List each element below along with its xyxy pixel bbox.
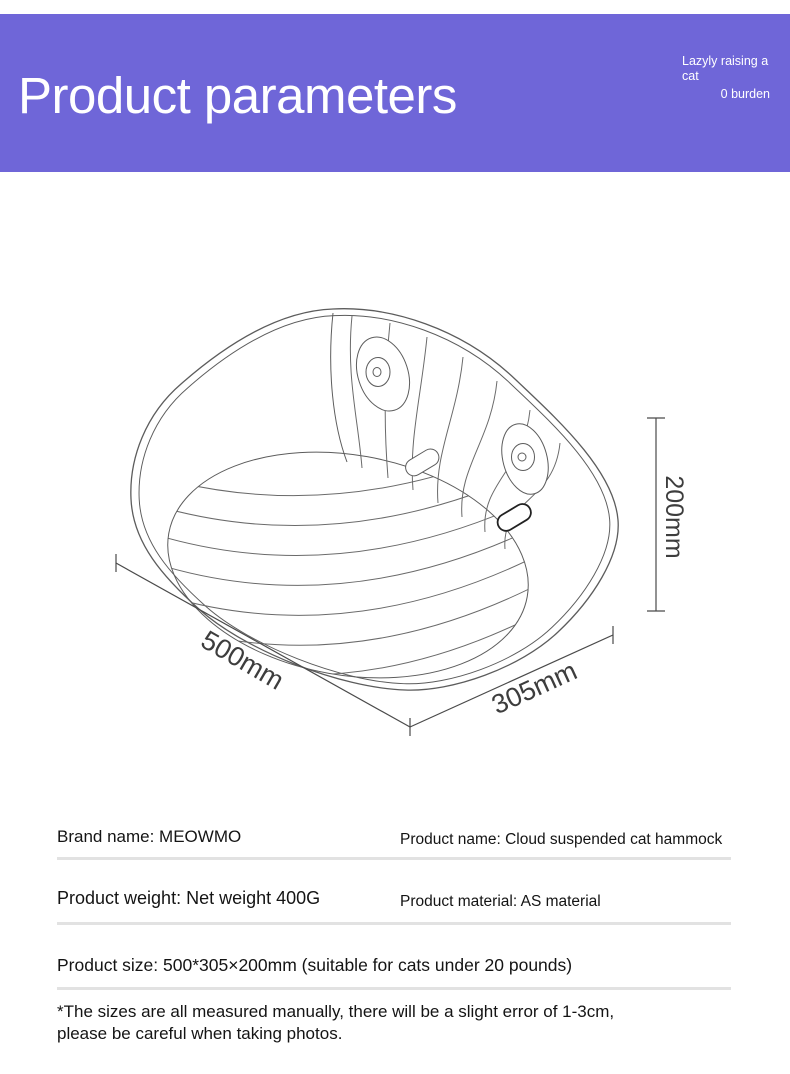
- measurement-note-line1: *The sizes are all measured manually, there will be a slight error of 1-3cm,: [57, 1002, 615, 1021]
- hammock-fold-line: [331, 313, 347, 462]
- cat-hammock-drawing: [80, 275, 700, 780]
- width-dimension-line: [116, 563, 410, 727]
- wall-slot-1: [402, 446, 442, 479]
- depth-dimension-label: 305mm: [487, 655, 582, 721]
- wall-slot-2: [494, 501, 534, 534]
- width-dimension-label: 500mm: [196, 624, 289, 696]
- header-tagline: [682, 54, 770, 102]
- spec-product-weight: Product weight: Net weight 400G: [57, 888, 321, 908]
- basin-rib: [150, 428, 560, 496]
- spec-product-material: Product material: AS material: [400, 893, 601, 910]
- divider: [57, 922, 731, 925]
- suction-cup-inner: [512, 444, 535, 471]
- header-banner: [0, 14, 790, 172]
- wall-rib: [350, 316, 362, 468]
- spec-product-size: Product size: 500*305×200mm (suitable for cats under 20 pounds): [57, 955, 573, 975]
- basin-ribs: [150, 428, 560, 705]
- wall-rib: [438, 357, 463, 503]
- spec-brand-name: Brand name: MEOWMO: [57, 827, 242, 846]
- suction-cup-1: [347, 330, 418, 418]
- divider: [57, 987, 731, 990]
- tagline-badge: 0 burden: [720, 87, 770, 101]
- tagline-text: Lazyly raising a cat: [682, 54, 769, 83]
- measurement-note: [57, 1001, 614, 1045]
- measurement-note-line2: please be careful when taking photos.: [57, 1024, 343, 1043]
- height-dimension-label: 200mm: [660, 475, 688, 559]
- suction-cup-2: [494, 419, 555, 500]
- product-diagram: [80, 275, 700, 780]
- basin-rib: [150, 457, 560, 526]
- width-dimension: [116, 554, 410, 736]
- basin-outline: [150, 425, 547, 705]
- basin-rib: [150, 544, 560, 615]
- page-title: Product parameters: [18, 67, 457, 124]
- divider: [57, 857, 731, 860]
- suction-cup-inner: [366, 358, 390, 387]
- spec-product-name: Product name: Cloud suspended cat hammock: [400, 831, 723, 848]
